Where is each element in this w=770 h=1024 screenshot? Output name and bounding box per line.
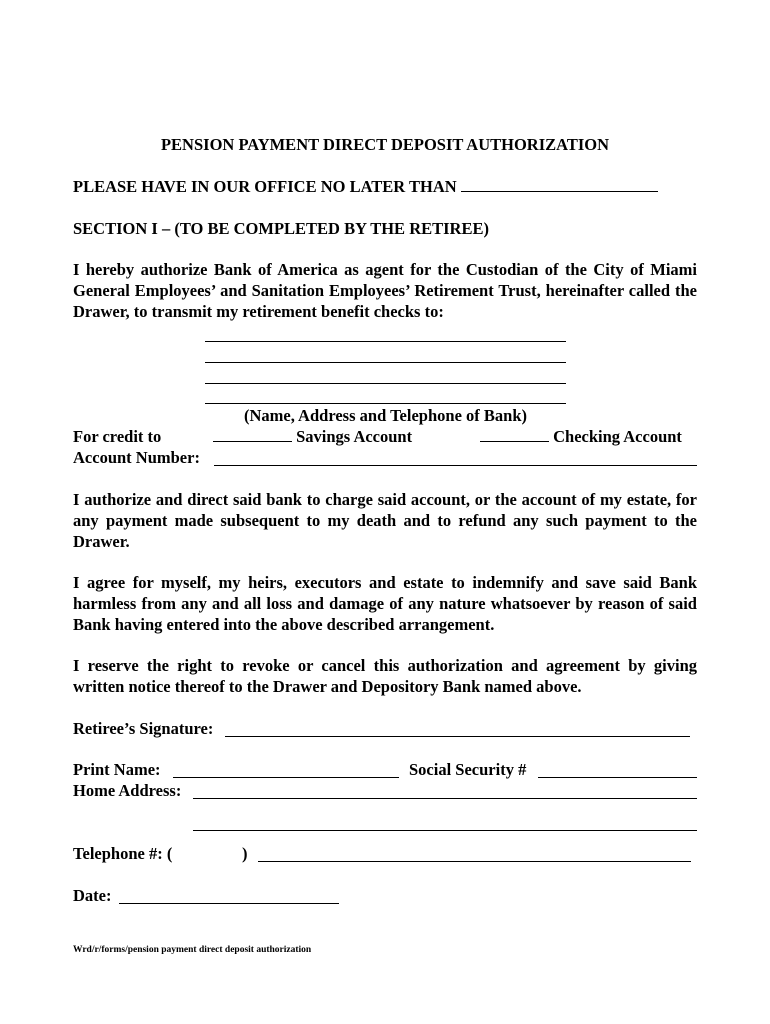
- ssn-label: Social Security #: [409, 760, 527, 779]
- savings-checkbox-line[interactable]: [213, 427, 292, 442]
- checking-option: [480, 427, 682, 447]
- checking-label: Checking Account: [553, 427, 682, 446]
- paragraph-indemnify: I agree for myself, my heirs, executors and estate to indemnify and save said Bank harmless from any and all loss and damage of any nature whatsoever by reason of said Bank having entered into the above described arrangement.: [73, 573, 697, 634]
- deadline-date-field[interactable]: [461, 177, 658, 192]
- bank-line-3[interactable]: [205, 383, 566, 384]
- bank-line-4[interactable]: [205, 403, 566, 404]
- section-heading: SECTION I – (TO BE COMPLETED BY THE RETIREE): [73, 219, 489, 238]
- telephone-field[interactable]: [258, 861, 691, 862]
- home-address-field-2[interactable]: [193, 830, 697, 831]
- telephone-close-paren: ): [242, 844, 248, 863]
- bank-line-1[interactable]: [205, 341, 566, 342]
- savings-label: Savings Account: [296, 427, 413, 446]
- ssn-field[interactable]: [538, 777, 697, 778]
- bank-line-2[interactable]: [205, 362, 566, 363]
- date-label: Date:: [73, 886, 112, 905]
- print-name-field[interactable]: [173, 777, 399, 778]
- paragraph-revoke: I reserve the right to revoke or cancel this authorization and agreement by giving written notice thereof to the Drawer and Depository Bank named above.: [73, 656, 697, 696]
- savings-option: [213, 427, 412, 447]
- checking-checkbox-line[interactable]: [480, 427, 549, 442]
- deadline-label: PLEASE HAVE IN OUR OFFICE NO LATER THAN: [73, 177, 457, 196]
- footer-path: Wrd/r/forms/pension payment direct deposit authorization: [73, 945, 312, 955]
- home-address-label: Home Address:: [73, 781, 182, 800]
- bank-caption: (Name, Address and Telephone of Bank): [243, 406, 527, 425]
- print-name-label: Print Name:: [73, 760, 161, 779]
- account-number-field[interactable]: [214, 465, 697, 466]
- home-address-field-1[interactable]: [193, 798, 697, 799]
- form-title: PENSION PAYMENT DIRECT DEPOSIT AUTHORIZATION: [160, 135, 610, 154]
- deadline-row: [73, 177, 658, 197]
- telephone-label: Telephone #: (: [73, 844, 173, 863]
- account-number-label: Account Number:: [73, 448, 200, 467]
- credit-label: For credit to: [73, 427, 162, 446]
- date-field[interactable]: [119, 903, 339, 904]
- authorization-paragraph: I hereby authorize Bank of America as agent for the Custodian of the City of Miami General Employees’ and Sanitation Employees’ Retirement Trust, hereinafter called the Drawer, to transmit my retirement benefit checks to:: [73, 260, 697, 321]
- paragraph-charge: I authorize and direct said bank to charge said account, or the account of my estate, for any payment made subsequent to my death and to refund any such payment to the Drawer.: [73, 490, 697, 551]
- signature-label: Retiree’s Signature:: [73, 719, 214, 738]
- signature-field[interactable]: [225, 736, 690, 737]
